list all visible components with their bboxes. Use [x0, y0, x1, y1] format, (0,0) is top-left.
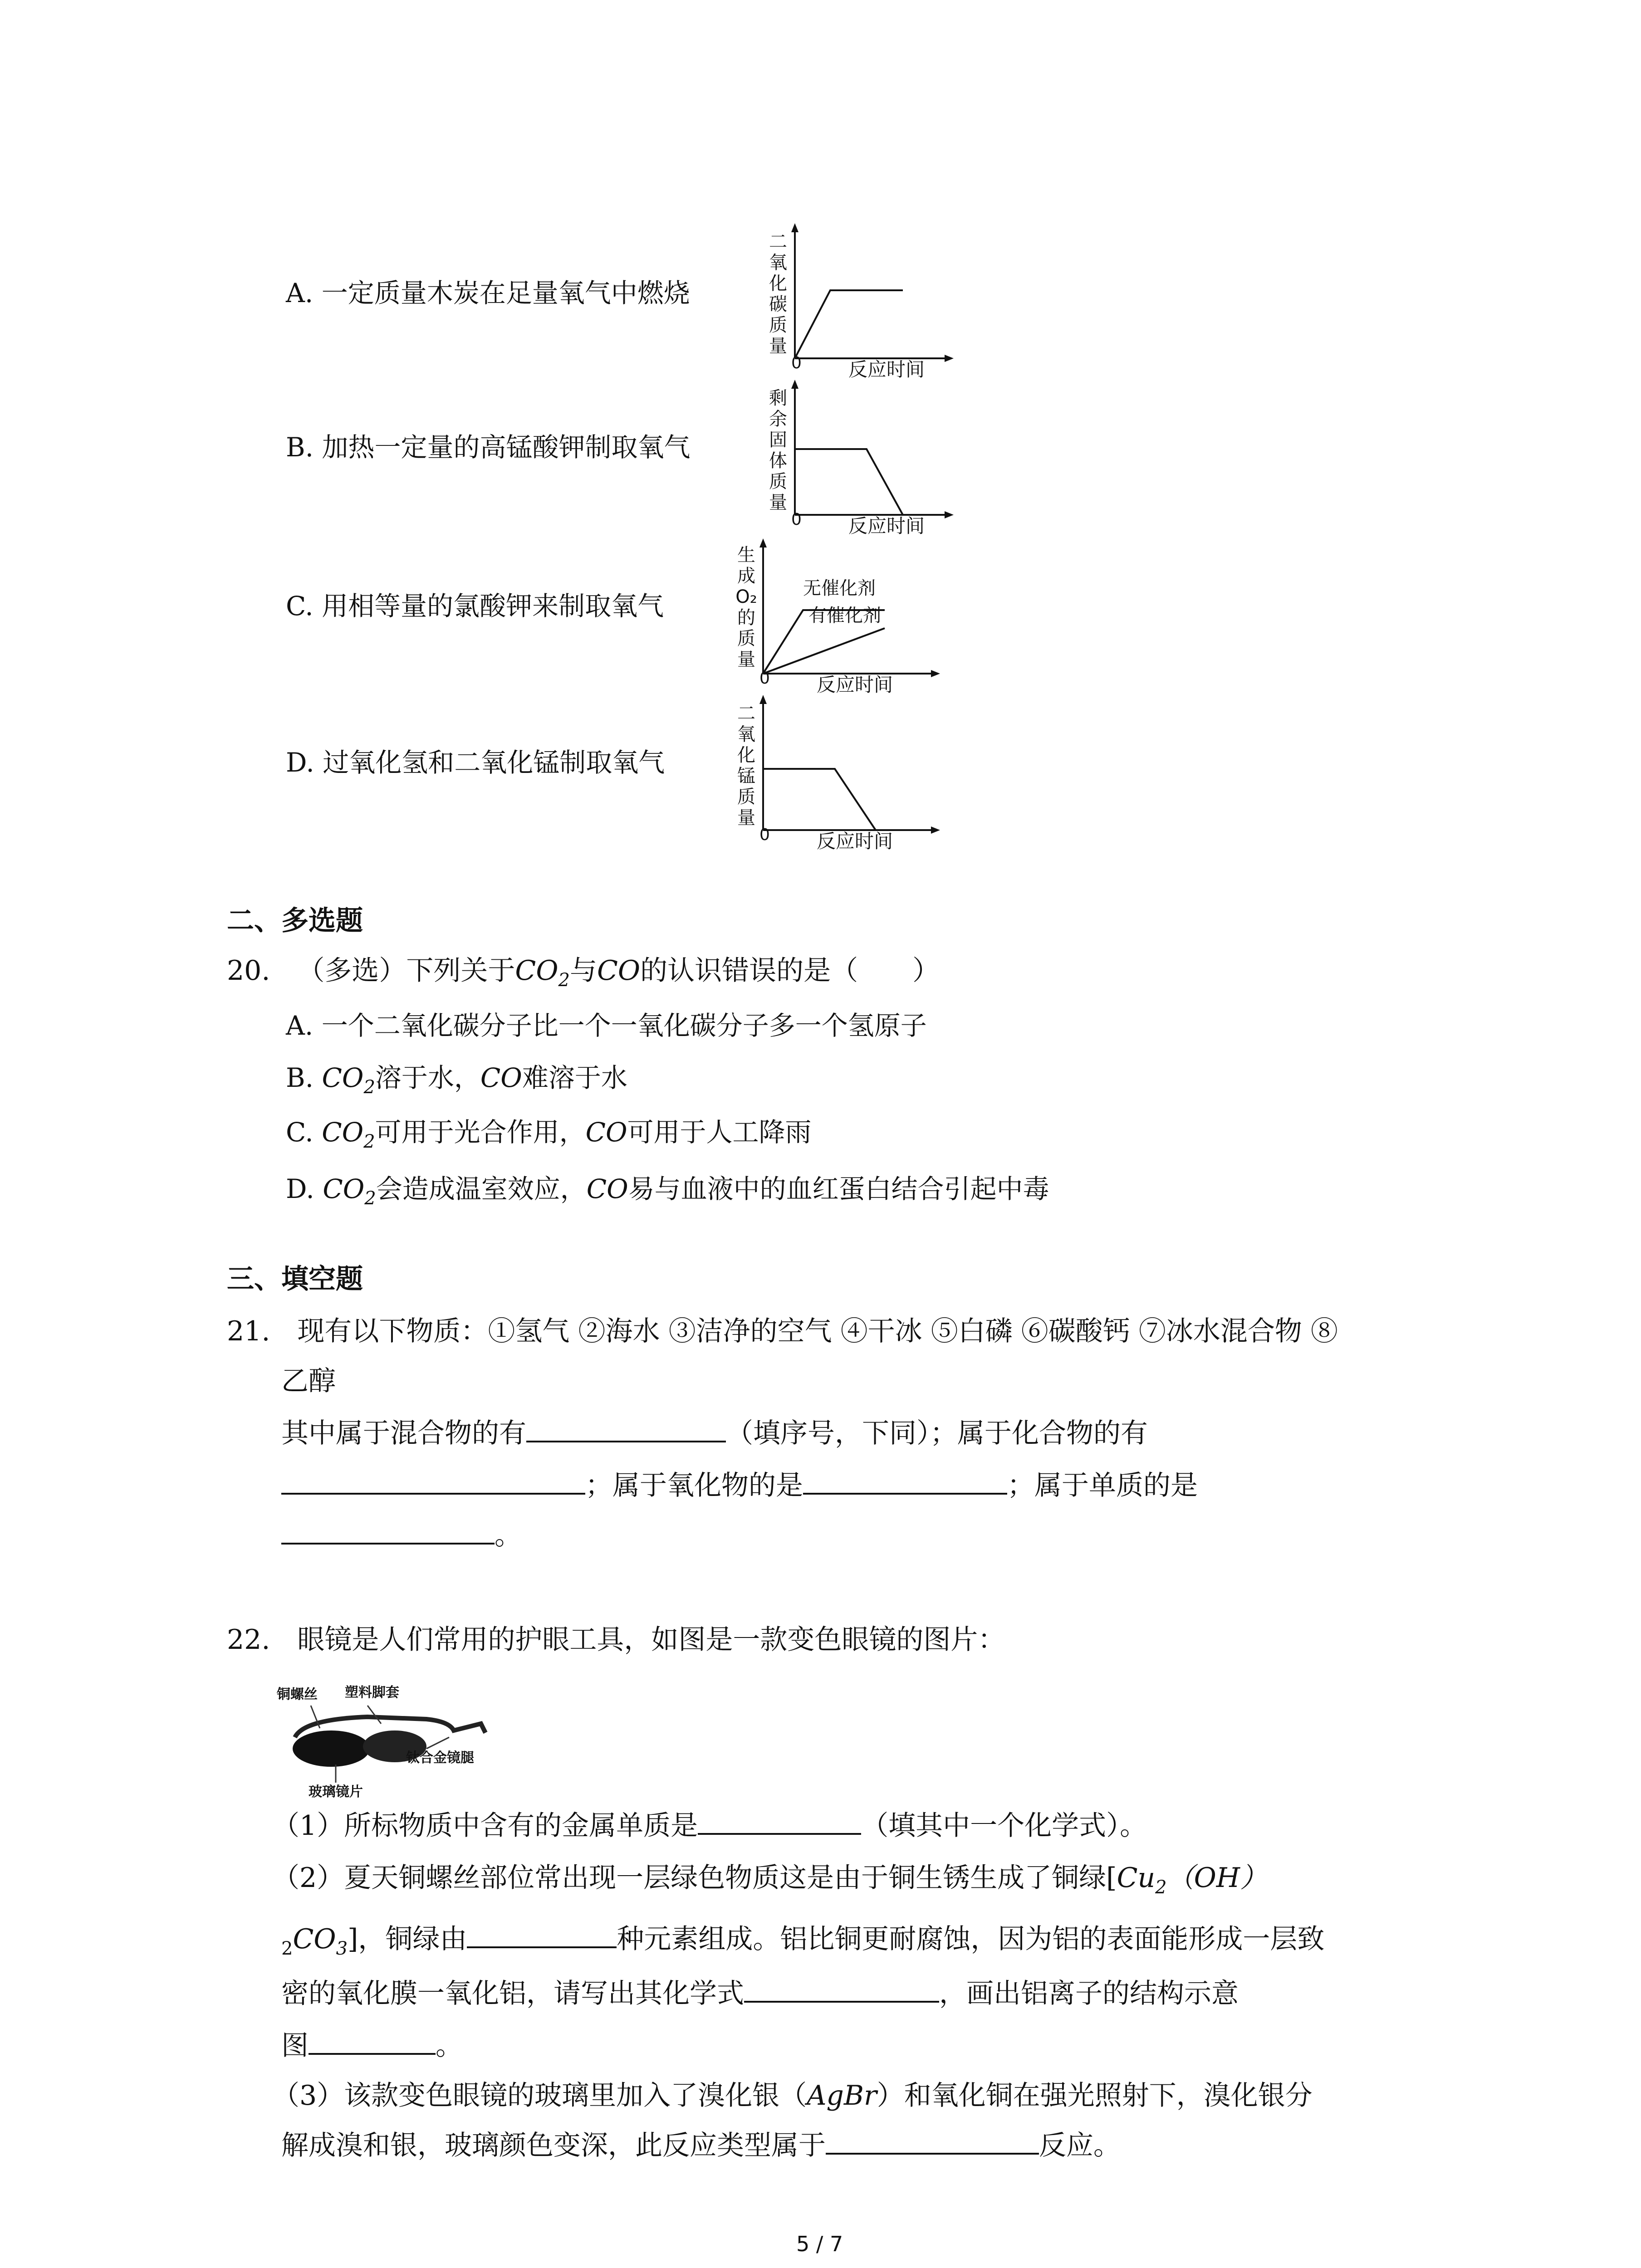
section-heading-fill-blank: 三、填空题 [227, 1263, 363, 1295]
q20-co: CO [597, 955, 641, 987]
q20-option-b: B. $CO_2$溶于水，CO难溶于水 [286, 1062, 627, 1098]
graph-d-xlabel: 反应时间 [817, 830, 893, 852]
graph-d-line [763, 769, 876, 830]
graph-a [767, 222, 957, 379]
q21-line5: 。 [281, 1517, 522, 1554]
graph-b-origin: 0 [791, 510, 802, 529]
q21-line3: 其中属于混合物的有 （填序号，下同）；属于化合物的有 [281, 1415, 1148, 1452]
graph-b-xlabel: 反应时间 [848, 515, 925, 537]
glasses-left-lens-icon [293, 1730, 370, 1767]
graph-a-x-arrow [945, 355, 954, 362]
q19-option-b: B. 加热一定量的高锰酸钾制取氧气 [286, 432, 691, 463]
q22-blank-formula[interactable] [744, 1975, 939, 2003]
q20-stem-post: 的认识错误的是（ ） [640, 955, 940, 987]
q19-option-a: A. 一定质量木炭在足量氧气中燃烧 [286, 278, 690, 308]
graph-d-y-arrow [759, 695, 767, 704]
graph-b-ylabel: 剩余固体质量 [769, 388, 787, 513]
graph-a-origin: 0 [791, 354, 802, 372]
glasses-label-plastic-sleeve: 塑料脚套 [345, 1685, 399, 1701]
q21-blank-oxides[interactable] [803, 1467, 1007, 1495]
graph-a-line [795, 290, 903, 358]
q20-stem-pre: （多选）下列关于 [297, 955, 515, 987]
q22-part1: （1）所标物质中含有的金属单质是 （填其中一个化学式）。 [272, 1808, 1147, 1844]
glasses-label-glass-lens: 玻璃镜片 [309, 1784, 363, 1800]
q20-option-d: D. $CO_2$会造成温室效应，CO易与血液中的血红蛋白结合引起中毒 [286, 1173, 1049, 1209]
q21-number: 21. [227, 1315, 270, 1347]
q19-option-d: D. 过氧化氢和二氧化锰制取氧气 [286, 747, 665, 778]
q22-blank-metal[interactable] [698, 1808, 861, 1835]
q20-stem [227, 953, 940, 998]
q22-number: 22. [227, 1624, 270, 1656]
graph-b [767, 379, 957, 535]
q20-co2: $CO_2$ [515, 955, 570, 991]
graph-c-xlabel: 反应时间 [817, 674, 893, 696]
graph-b-x-arrow [945, 511, 954, 518]
glasses-image [277, 1669, 490, 1801]
graph-d-ylabel: 二氧化锰质量 [737, 703, 755, 828]
page-number: 5 / 7 [796, 2232, 843, 2256]
q22-part3-line2: 解成溴和银，玻璃颜色变深，此反应类型属于 反应。 [281, 2127, 1121, 2164]
graph-b-y-arrow [791, 380, 798, 389]
graph-a-xlabel: 反应时间 [848, 358, 925, 381]
graph-a-y-arrow [791, 223, 798, 232]
q22-part2-line1: （2）夏天铜螺丝部位常出现一层绿色物质这是由于铜生锈生成了铜绿[$Cu_2(OH)$ [272, 1862, 1268, 1898]
q22-stem: 22. 眼镜是人们常用的护眼工具，如图是一款变色眼镜的图片： [227, 1624, 1005, 1656]
q20-option-c: C. $CO_2$可用于光合作用，CO可用于人工降雨 [286, 1117, 812, 1152]
q22-blank-ion-diagram[interactable] [309, 2028, 436, 2055]
graph-d-x-arrow [931, 826, 940, 834]
q20-and: 与 [569, 955, 597, 987]
q22-part2-line4: 图 。 [281, 2028, 463, 2064]
q21-line4: ；属于氧化物的是 ；属于单质的是 [281, 1467, 1198, 1504]
q21-blank-mixtures[interactable] [526, 1415, 726, 1442]
graph-c-ylabel: 生成O₂的质量 [735, 545, 757, 670]
graph-c-label-catalyst: 有催化剂 [808, 605, 881, 626]
section-heading-multiple-choice: 二、多选题 [227, 905, 363, 937]
glasses-label-titanium-temple: 钛合金镜腿 [406, 1750, 474, 1766]
glasses-label-copper-screw: 铜螺丝 [277, 1686, 318, 1702]
graph-c-label-no-catalyst: 无催化剂 [803, 578, 876, 599]
graph-b-line [795, 449, 903, 515]
q22-blank-elements-count[interactable] [467, 1921, 617, 1948]
graph-d [735, 694, 953, 850]
graph-d-origin: 0 [759, 826, 770, 844]
q22-blank-reaction-type[interactable] [826, 2127, 1039, 2155]
graph-c [735, 538, 953, 694]
q21-line2: 乙醇 [281, 1365, 336, 1397]
q21-line1: 21. 现有以下物质：①氢气 ②海水 ③洁净的空气 ④干冰 ⑤白磷 ⑥碳酸钙 ⑦冰水混合物 ⑧ [227, 1315, 1338, 1347]
q21-blank-elements[interactable] [281, 1517, 495, 1545]
graph-a-ylabel: 二氧化碳质量 [769, 231, 787, 357]
q22-part2-line3: 密的氧化膜一氧化铝，请写出其化学式 ，画出铝离子的结构示意 [281, 1975, 1239, 2012]
q22-part3-line1: （3）该款变色眼镜的玻璃里加入了溴化银（AgBr）和氧化铜在强光照射下，溴化银分 [272, 2080, 1313, 2112]
q19-option-c: C. 用相等量的氯酸钾来制取氧气 [286, 591, 664, 621]
graph-c-origin: 0 [759, 669, 770, 688]
q20-option-a: A. 一个二氧化碳分子比一个一氧化碳分子多一个氢原子 [286, 1010, 927, 1041]
graph-c-line-no-catalyst [763, 628, 885, 674]
q22-part2-line2: $_2CO_3$]，铜绿由 种元素组成。铝比铜更耐腐蚀，因为铝的表面能形成一层致 [281, 1921, 1324, 1967]
q21-blank-compounds[interactable] [281, 1467, 585, 1495]
graph-c-x-arrow [931, 670, 940, 677]
q20-number: 20. [227, 955, 270, 987]
graph-c-y-arrow [759, 538, 767, 547]
